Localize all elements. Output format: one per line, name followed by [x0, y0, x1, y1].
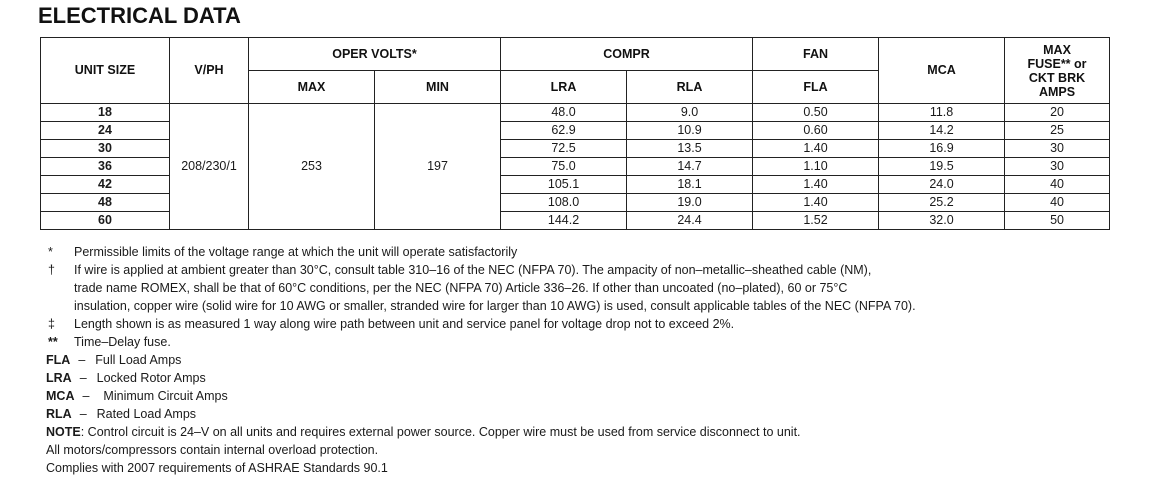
note-label: NOTE [46, 425, 81, 439]
cell-rla: 9.0 [627, 104, 753, 122]
footnote-symbol: * [48, 245, 53, 259]
cell-mca: 11.8 [879, 104, 1005, 122]
cell-fla: 1.40 [753, 140, 879, 158]
header-max-fuse-line4: AMPS [1038, 84, 1076, 99]
page-title: ELECTRICAL DATA [38, 3, 241, 28]
footnote-double-asterisk [46, 333, 1146, 351]
header-max-fuse-line3: CKT BRK [1028, 70, 1086, 85]
cell-mca: 25.2 [879, 194, 1005, 212]
cell-fuse: 50 [1005, 212, 1110, 230]
footnote-text [74, 315, 1146, 333]
footnote-symbol: ‡ [48, 317, 55, 331]
header-vph: V/PH [170, 38, 249, 104]
header-compr: COMPR [501, 38, 753, 71]
cell-rla: 14.7 [627, 158, 753, 176]
abbreviation-key: MCA [46, 389, 75, 403]
footnote-line: Length shown is as measured 1 way along wire path between unit and service panel for voltage drop not to exceed 2%. [74, 317, 735, 331]
header-fan: FAN [753, 38, 879, 71]
abbreviation-key: LRA [46, 371, 72, 385]
footnote-line: trade name ROMEX, shall be that of 60°C conditions, per the NEC (NFPA 70) Article 336–26. If other than uncoated (no–plated), 60 or 75°C [74, 281, 848, 295]
footnote-double-dagger [46, 315, 1146, 333]
cell-mca: 14.2 [879, 122, 1005, 140]
abbreviation-rla [46, 405, 1146, 423]
abbreviation-value: Minimum Circuit Amps [103, 389, 228, 403]
cell-rla: 13.5 [627, 140, 753, 158]
footnote-line: insulation, copper wire (solid wire for 10 AWG or smaller, stranded wire for larger than 10 AWG) is used, consult applicable tables of the NEC (NFPA 70). [74, 299, 916, 313]
abbreviation-dash: – [79, 371, 87, 385]
header-mca: MCA [879, 38, 1005, 104]
abbreviation-key: FLA [46, 353, 71, 367]
cell-rla: 19.0 [627, 194, 753, 212]
abbreviation-dash: – [79, 407, 87, 421]
cell-mca: 19.5 [879, 158, 1005, 176]
cell-unit-size: 30 [41, 140, 170, 158]
header-rla: RLA [627, 71, 753, 104]
abbreviation-value: Rated Load Amps [96, 407, 197, 421]
cell-mca: 24.0 [879, 176, 1005, 194]
cell-unit-size: 36 [41, 158, 170, 176]
cell-fuse: 30 [1005, 158, 1110, 176]
cell-fuse: 40 [1005, 176, 1110, 194]
abbreviation-mca [46, 387, 1146, 405]
header-row-1 [41, 38, 1110, 71]
header-max: MAX [249, 71, 375, 104]
cell-fla: 1.10 [753, 158, 879, 176]
note-text: : Control circuit is 24–V on all units and requires external power source. Copper wire must be used from service disconnect to unit. [80, 425, 801, 439]
cell-fla: 0.50 [753, 104, 879, 122]
abbreviation-value: Full Load Amps [95, 353, 182, 367]
cell-fuse: 40 [1005, 194, 1110, 212]
footnote-dagger [46, 261, 1146, 315]
table-row [41, 104, 1110, 122]
cell-fuse: 20 [1005, 104, 1110, 122]
header-oper-volts: OPER VOLTS* [249, 38, 501, 71]
header-unit-size: UNIT SIZE [41, 38, 170, 104]
cell-vph: 208/230/1 [170, 104, 249, 230]
abbreviation-key: RLA [46, 407, 72, 421]
electrical-data-table [40, 37, 1110, 230]
cell-unit-size: 24 [41, 122, 170, 140]
cell-fla: 1.52 [753, 212, 879, 230]
header-lra: LRA [501, 71, 627, 104]
cell-lra: 62.9 [501, 122, 627, 140]
abbreviation-dash: – [82, 389, 90, 403]
cell-lra: 75.0 [501, 158, 627, 176]
header-fla: FLA [753, 71, 879, 104]
cell-oper-max: 253 [249, 104, 375, 230]
cell-fla: 1.40 [753, 176, 879, 194]
footnote-text [74, 333, 1146, 351]
cell-rla: 10.9 [627, 122, 753, 140]
cell-lra: 144.2 [501, 212, 627, 230]
header-max-fuse [1005, 38, 1110, 104]
footnotes-section [46, 243, 1146, 477]
cell-unit-size: 42 [41, 176, 170, 194]
cell-oper-min: 197 [375, 104, 501, 230]
cell-unit-size: 60 [41, 212, 170, 230]
cell-mca: 32.0 [879, 212, 1005, 230]
footnote-line: If wire is applied at ambient greater than 30°C, consult table 310–16 of the NEC (NFPA 70). The ampacity of non–metallic–sheathed cable (NM), [74, 263, 872, 277]
header-max-fuse-line2: FUSE** or [1027, 56, 1087, 71]
cell-fla: 0.60 [753, 122, 879, 140]
abbreviation-lra [46, 369, 1146, 387]
footnote-symbol: † [48, 263, 55, 277]
cell-unit-size: 48 [41, 194, 170, 212]
cell-lra: 105.1 [501, 176, 627, 194]
ashrae-compliance-line: Complies with 2007 requirements of ASHRAE Standards 90.1 [46, 461, 388, 475]
footnote-asterisk [46, 243, 1146, 261]
overload-protection-line: All motors/compressors contain internal overload protection. [46, 443, 379, 457]
footnote-symbol: ** [48, 335, 58, 349]
cell-lra: 72.5 [501, 140, 627, 158]
footnote-text [74, 243, 1146, 261]
footnote-text [74, 261, 1146, 315]
cell-fuse: 25 [1005, 122, 1110, 140]
footnote-line: Time–Delay fuse. [74, 335, 171, 349]
cell-rla: 18.1 [627, 176, 753, 194]
abbreviation-value: Locked Rotor Amps [96, 371, 206, 385]
cell-rla: 24.4 [627, 212, 753, 230]
header-min: MIN [375, 71, 501, 104]
cell-lra: 108.0 [501, 194, 627, 212]
note-line [46, 423, 1146, 441]
cell-fla: 1.40 [753, 194, 879, 212]
footnote-line: Permissible limits of the voltage range at which the unit will operate satisfactorily [74, 245, 518, 259]
cell-lra: 48.0 [501, 104, 627, 122]
cell-fuse: 30 [1005, 140, 1110, 158]
cell-unit-size: 18 [41, 104, 170, 122]
abbreviation-dash: – [78, 353, 86, 367]
cell-mca: 16.9 [879, 140, 1005, 158]
abbreviation-fla [46, 351, 1146, 369]
header-max-fuse-line1: MAX [1043, 42, 1071, 57]
